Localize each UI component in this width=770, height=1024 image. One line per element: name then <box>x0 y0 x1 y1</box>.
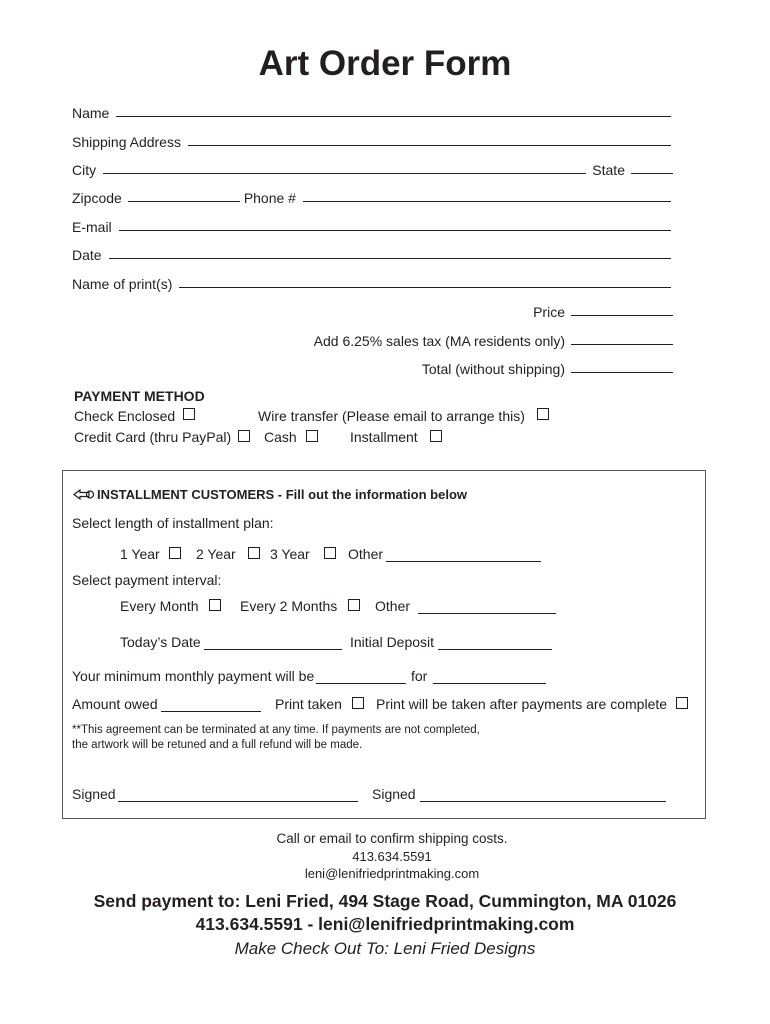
email-field[interactable] <box>72 215 673 235</box>
other-length-label: Other <box>348 546 384 562</box>
wire-transfer-label: Wire transfer (Please email to arrange this) <box>258 408 525 424</box>
every-month-checkbox[interactable] <box>209 599 221 611</box>
city-label: City <box>72 162 97 178</box>
sales-tax-label: Add 6.25% sales tax (MA residents only) <box>313 333 565 349</box>
payment-method-heading: PAYMENT METHOD <box>74 388 205 404</box>
agreement-note-line2: the artwork will be retuned and a full refund will be made. <box>72 739 363 751</box>
contact-phone: 413.634.5591 <box>352 849 432 864</box>
print-after-label: Print will be taken after payments are complete <box>376 696 668 712</box>
year1-checkbox[interactable] <box>169 547 181 559</box>
every-2-months-checkbox[interactable] <box>348 599 360 611</box>
installment-checkbox[interactable] <box>430 430 442 442</box>
every-2-months-label: Every 2 Months <box>240 598 338 614</box>
cash-checkbox[interactable] <box>306 430 318 442</box>
shipping-address-field[interactable] <box>72 130 673 150</box>
amount-owed-label: Amount owed <box>72 696 158 712</box>
confirm-shipping-text: Call or email to confirm shipping costs. <box>276 831 508 846</box>
date-label: Date <box>72 247 102 263</box>
amount-owed-line[interactable] <box>161 711 261 712</box>
print-taken-label: Print taken <box>275 696 342 712</box>
page-title: Art Order Form <box>258 44 512 83</box>
min-payment-line[interactable] <box>316 683 406 684</box>
credit-card-label: Credit Card (thru PayPal) <box>74 429 232 445</box>
signed2-line[interactable] <box>420 801 666 802</box>
todays-date-line[interactable] <box>204 649 342 650</box>
prints-field[interactable] <box>72 272 673 292</box>
prints-label: Name of print(s) <box>72 276 173 292</box>
price-field[interactable] <box>533 300 673 320</box>
date-field[interactable] <box>72 243 673 263</box>
agreement-note-line1: **This agreement can be terminated at any time. If payments are not completed, <box>72 724 480 736</box>
year2-checkbox[interactable] <box>248 547 260 559</box>
zip-phone-field[interactable] <box>72 186 673 206</box>
other-interval-line[interactable] <box>418 613 556 614</box>
year1-label: 1 Year <box>120 546 160 562</box>
signed2-label: Signed <box>372 786 416 802</box>
check-enclosed-checkbox[interactable] <box>183 408 195 420</box>
select-length-label: Select length of installment plan: <box>72 515 274 531</box>
min-payment-label: Your minimum monthly payment will be <box>72 668 315 684</box>
cash-label: Cash <box>264 429 297 445</box>
year2-label: 2 Year <box>196 546 236 562</box>
name-label: Name <box>72 105 110 121</box>
print-after-checkbox[interactable] <box>676 697 688 709</box>
wire-transfer-checkbox[interactable] <box>537 408 549 420</box>
sales-tax-field[interactable] <box>314 329 673 349</box>
other-interval-label: Other <box>375 598 411 614</box>
city-state-field[interactable] <box>72 158 677 178</box>
price-label: Price <box>533 304 565 320</box>
year3-label: 3 Year <box>270 546 310 562</box>
contact-email: leni@lenifriedprintmaking.com <box>304 866 480 881</box>
footer-contact-line: 413.634.5591 - leni@lenifriedprintmaking.com <box>195 914 575 934</box>
installment-label: Installment <box>350 429 418 445</box>
check-out-text: Make Check Out To: Leni Fried Designs <box>234 939 536 958</box>
email-label: E-mail <box>72 219 112 235</box>
for-line[interactable] <box>433 683 546 684</box>
every-month-label: Every Month <box>120 598 199 614</box>
name-field[interactable] <box>72 101 673 121</box>
pointing-hand-icon <box>73 488 95 501</box>
shipping-address-label: Shipping Address <box>72 134 181 150</box>
signed1-line[interactable] <box>118 801 358 802</box>
other-length-line[interactable] <box>386 561 541 562</box>
select-interval-label: Select payment interval: <box>72 572 222 588</box>
zipcode-label: Zipcode <box>72 190 122 206</box>
initial-deposit-label: Initial Deposit <box>350 634 435 650</box>
year3-checkbox[interactable] <box>324 547 336 559</box>
initial-deposit-line[interactable] <box>438 649 552 650</box>
phone-label: Phone # <box>243 190 296 206</box>
for-label: for <box>411 668 428 684</box>
send-payment-text: Send payment to: Leni Fried, 494 Stage Road, Cummington, MA 01026 <box>93 891 677 911</box>
total-field[interactable] <box>422 357 673 377</box>
credit-card-checkbox[interactable] <box>238 430 250 442</box>
signed1-label: Signed <box>72 786 116 802</box>
total-label: Total (without shipping) <box>421 361 565 377</box>
installment-heading: INSTALLMENT CUSTOMERS - Fill out the information below <box>97 487 467 502</box>
todays-date-label: Today’s Date <box>120 634 201 650</box>
print-taken-checkbox[interactable] <box>352 697 364 709</box>
check-enclosed-label: Check Enclosed <box>74 408 176 424</box>
state-label: State <box>592 162 625 178</box>
